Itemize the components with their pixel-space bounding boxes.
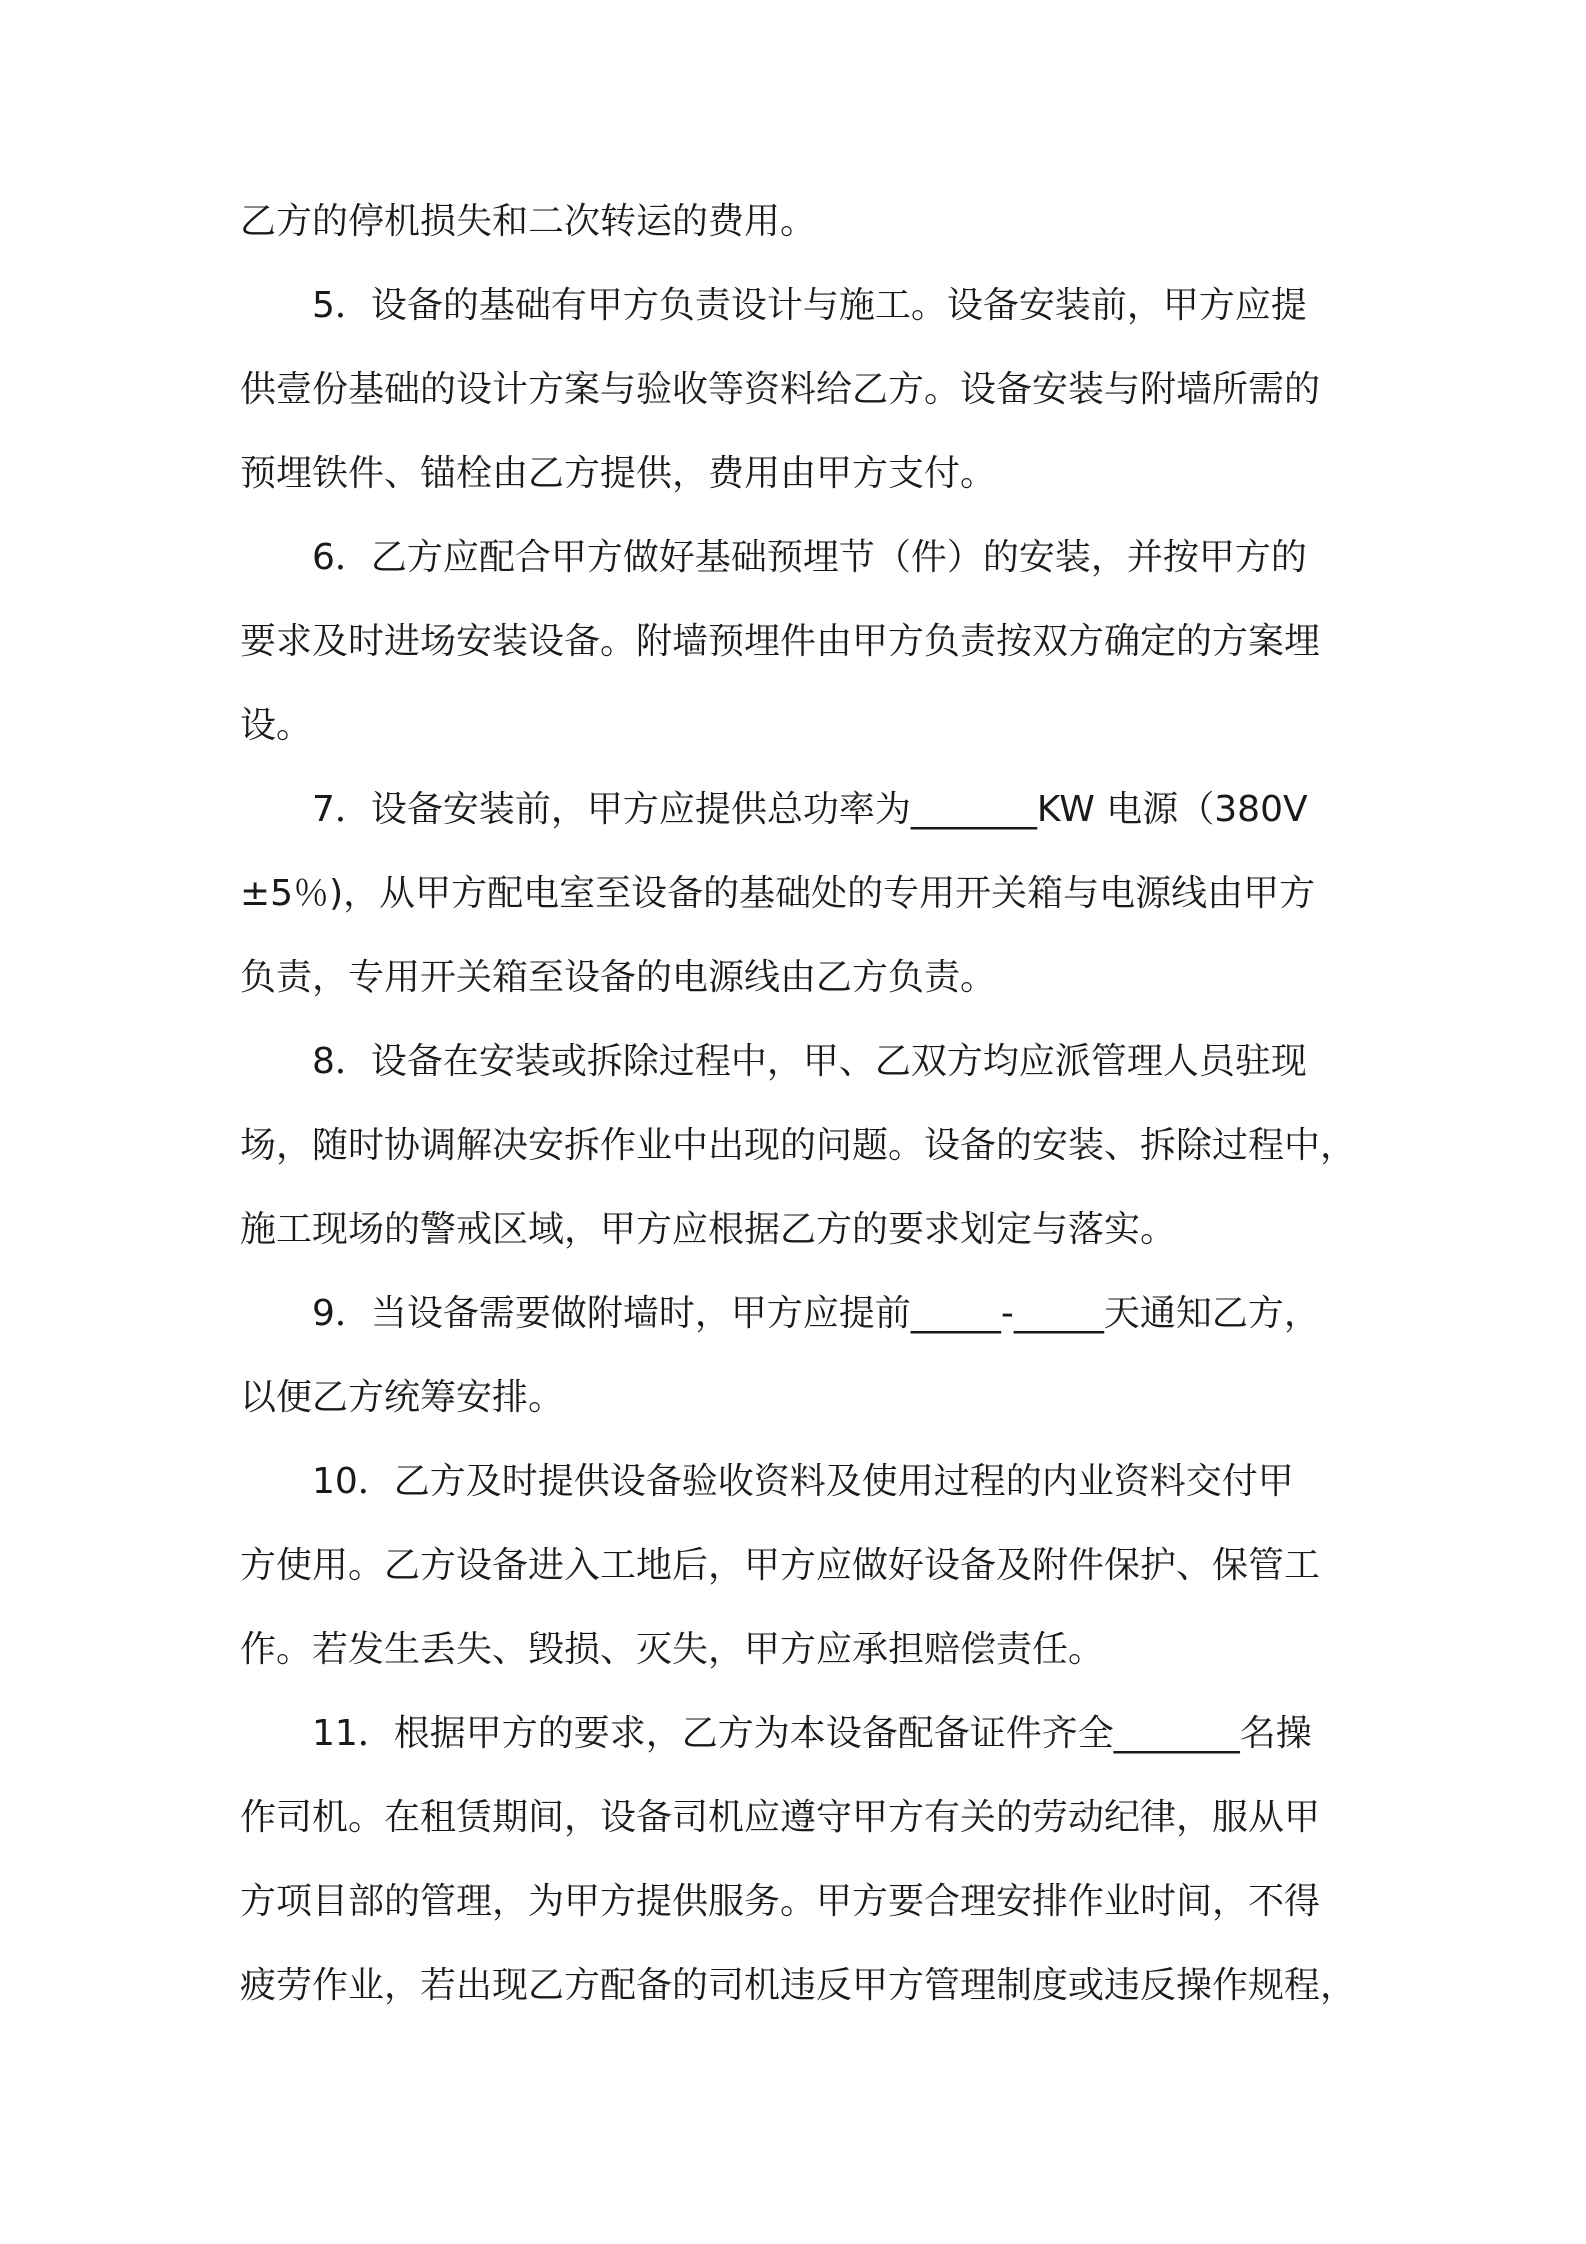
text-line: 以便乙方统筹安排。 bbox=[240, 1377, 565, 1418]
clause-8-heading-line: 8．设备在安装或拆除过程中，甲、乙双方均应派管理人员驻现 bbox=[312, 1041, 1307, 1082]
clause-7-heading-line: 7．设备安装前，甲方应提供总功率为_______KW 电源（380V bbox=[312, 789, 1308, 830]
text-line: 预埋铁件、锚栓由乙方提供，费用由甲方支付。 bbox=[240, 453, 997, 494]
clause-10-heading-line: 10．乙方及时提供设备验收资料及使用过程的内业资料交付甲 bbox=[312, 1461, 1294, 1502]
clause-11-heading-line: 11．根据甲方的要求，乙方为本设备配备证件齐全_______名操 bbox=[312, 1713, 1312, 1754]
clause-5-heading-line: 5．设备的基础有甲方负责设计与施工。设备安装前，甲方应提 bbox=[312, 285, 1307, 326]
text-line: 负责，专用开关箱至设备的电源线由乙方负责。 bbox=[240, 957, 997, 998]
text-line: ±5％)，从甲方配电室至设备的基础处的专用开关箱与电源线由甲方 bbox=[240, 873, 1316, 914]
clause-6-heading-line: 6．乙方应配合甲方做好基础预埋节（件）的安装，并按甲方的 bbox=[312, 537, 1307, 578]
text-line: 施工现场的警戒区域，甲方应根据乙方的要求划定与落实。 bbox=[240, 1209, 1177, 1250]
clause-9-heading-line: 9．当设备需要做附墙时，甲方应提前_____-_____天通知乙方， bbox=[312, 1293, 1320, 1334]
text-line: 乙方的停机损失和二次转运的费用。 bbox=[240, 201, 817, 242]
text-line: 方项目部的管理，为甲方提供服务。甲方要合理安排作业时间，不得 bbox=[240, 1881, 1321, 1922]
text-line: 设。 bbox=[240, 705, 313, 746]
text-line: 供壹份基础的设计方案与验收等资料给乙方。设备安装与附墙所需的 bbox=[240, 369, 1321, 410]
text-line: 作司机。在租赁期间，设备司机应遵守甲方有关的劳动纪律，服从甲 bbox=[240, 1797, 1321, 1838]
text-line: 作。若发生丢失、毁损、灭失，甲方应承担赔偿责任。 bbox=[240, 1629, 1105, 1670]
text-line: 方使用。乙方设备进入工地后，甲方应做好设备及附件保护、保管工 bbox=[240, 1545, 1321, 1586]
text-line: 疲劳作业，若出现乙方配备的司机违反甲方管理制度或违反操作规程， bbox=[240, 1965, 1357, 2006]
text-line: 场，随时协调解决安拆作业中出现的问题。设备的安装、拆除过程中， bbox=[240, 1125, 1357, 1166]
text-line: 要求及时进场安装设备。附墙预埋件由甲方负责按双方确定的方案埋 bbox=[240, 621, 1321, 662]
